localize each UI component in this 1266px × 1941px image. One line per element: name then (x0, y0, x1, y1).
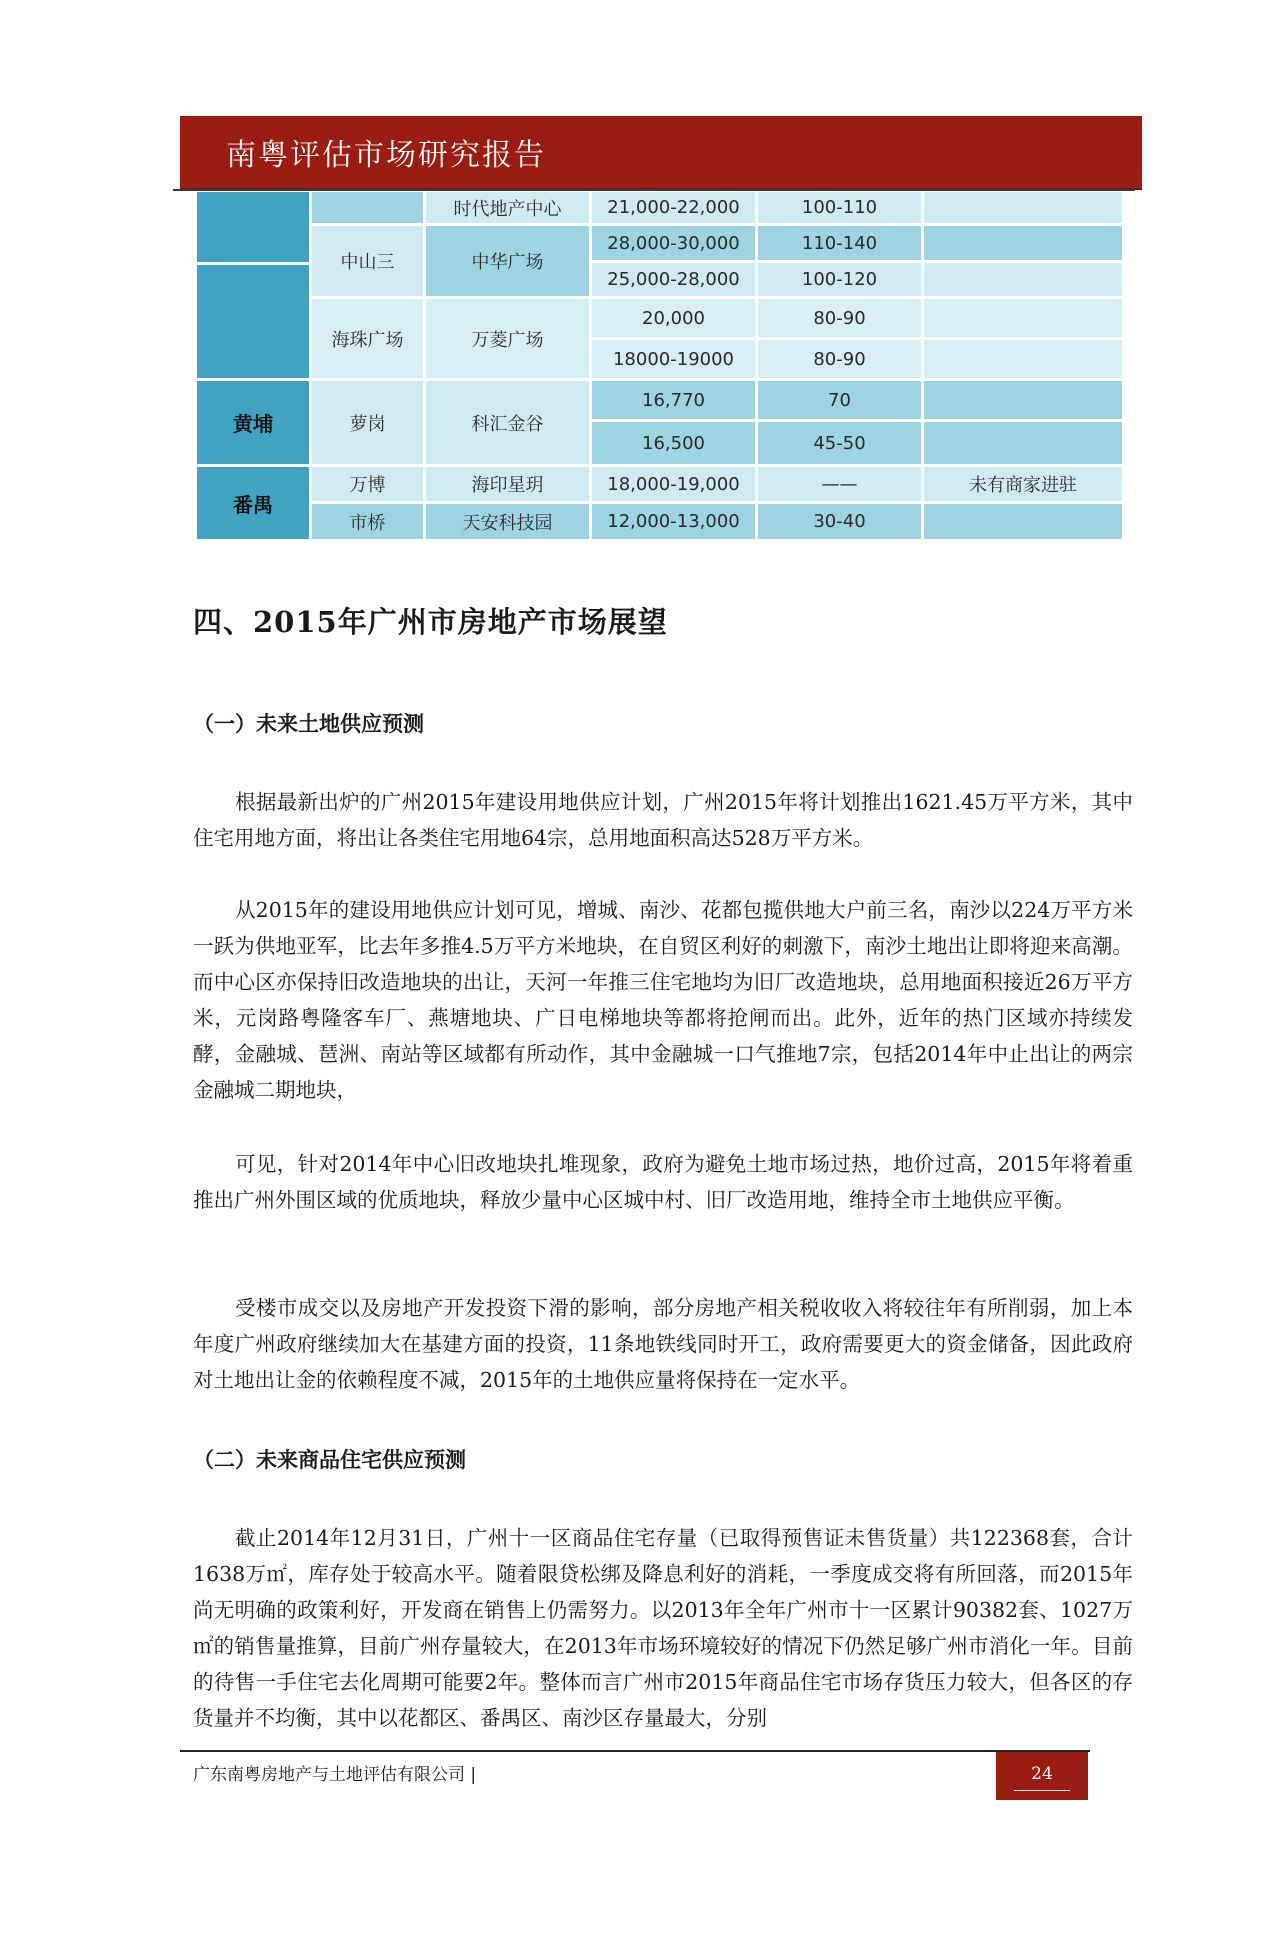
note-cell (924, 422, 1122, 464)
project-cell: 科汇金谷 (426, 381, 589, 464)
area-cell: 海珠广场 (312, 299, 423, 378)
note-cell (924, 192, 1122, 223)
page-number: 24 (1031, 1764, 1053, 1784)
district-cell (197, 192, 309, 262)
header-divider (173, 189, 1135, 191)
subsection-heading-land: （一）未来土地供应预测 (193, 711, 424, 736)
rent-cell: 30-40 (758, 504, 921, 539)
area-cell: 万博 (312, 467, 423, 501)
section-heading: 四、2015年广州市房地产市场展望 (193, 605, 668, 639)
area-cell: 中山三 (312, 226, 423, 296)
report-header-banner (180, 116, 1142, 190)
report-title: 南粤评估市场研究报告 (226, 138, 546, 173)
note-cell (924, 226, 1122, 260)
project-cell: 海印星玥 (426, 467, 589, 501)
project-cell: 天安科技园 (426, 504, 589, 539)
rent-cell: 100-110 (758, 192, 921, 223)
subsection-heading-housing: （二）未来商品住宅供应预测 (193, 1447, 466, 1472)
price-cell: 18,000-19,000 (592, 467, 755, 501)
paragraph: 从2015年的建设用地供应计划可见，增城、南沙、花都包揽供地大户前三名，南沙以224万平方米一跃为供地亚军，比去年多推4.5万平方米地块，在自贸区利好的刺激下，南沙土地出让即将迎来高潮。而中心区亦保持旧改造地块的出让，天河一年推三住宅地均为旧厂改造地块，总用地面积接近26万平方米，元岗路粤隆客车厂、燕塘地块、广日电梯地块等都将抢闸而出。此外，近年的热门区域亦持续发酵，金融城、琶洲、南站等区域都有所动作，其中金融城一口气推地7宗，包括2014年中止出让的两宗金融城二期地块， (193, 898, 1133, 1102)
rent-cell: 100-120 (758, 263, 921, 296)
price-cell: 12,000-13,000 (592, 504, 755, 539)
price-cell: 21,000-22,000 (592, 192, 755, 223)
rent-cell: 80-90 (758, 299, 921, 337)
rent-cell: 110-140 (758, 226, 921, 260)
note-cell (924, 504, 1122, 539)
district-cell-huangpu: 黄埔 (197, 381, 309, 464)
price-cell: 20,000 (592, 299, 755, 337)
rent-cell: 45-50 (758, 422, 921, 464)
project-cell: 时代地产中心 (426, 192, 589, 223)
page-number-underline (1014, 1790, 1070, 1791)
district-cell (197, 265, 309, 378)
paragraph: 可见，针对2014年中心旧改地块扎堆现象，政府为避免土地市场过热，地价过高，2015年将着重推出广州外围区域的优质地块，释放少量中心区城中村、旧厂改造用地，维持全市土地供应平衡。 (193, 1152, 1133, 1212)
note-cell (924, 263, 1122, 296)
project-cell: 中华广场 (426, 226, 589, 296)
price-cell: 28,000-30,000 (592, 226, 755, 260)
price-cell: 16,770 (592, 381, 755, 419)
paragraph: 根据最新出炉的广州2015年建设用地供应计划，广州2015年将计划推出1621.45万平方米，其中住宅用地方面，将出让各类住宅用地64宗，总用地面积高达528万平方米。 (193, 790, 1133, 850)
note-cell (924, 381, 1122, 419)
paragraph: 受楼市成交以及房地产开发投资下滑的影响，部分房地产相关税收收入将较往年有所削弱，加上本年度广州政府继续加大在基建方面的投资，11条地铁线同时开工，政府需要更大的资金储备，因此政府对土地出让金的依赖程度不减，2015年的土地供应量将保持在一定水平。 (193, 1296, 1133, 1392)
office-price-table (197, 192, 1122, 539)
page-number-box (996, 1752, 1088, 1800)
area-cell (312, 192, 423, 223)
paragraph: 截止2014年12月31日，广州十一区商品住宅存量（已取得预售证未售货量）共122368套，合计1638万㎡，库存处于较高水平。随着限贷松绑及降息利好的消耗，一季度成交将有所回落，而2015年尚无明确的政策利好，开发商在销售上仍需努力。以2013年全年广州市十一区累计90382套、1027万㎡的销售量推算，目前广州存量较大，在2013年市场环境较好的情况下仍然足够广州市消化一年。目前的待售一手住宅去化周期可能要2年。整体而言广州市2015年商品住宅市场存货压力较大，但各区的存货量并不均衡，其中以花都区、番禺区、南沙区存量最大，分别 (193, 1526, 1133, 1730)
area-cell: 市桥 (312, 504, 423, 539)
price-cell: 18000-19000 (592, 340, 755, 378)
rent-cell: —— (758, 467, 921, 501)
project-cell: 万菱广场 (426, 299, 589, 378)
district-cell-panyu: 番禺 (197, 467, 309, 539)
note-cell: 未有商家进驻 (924, 467, 1122, 501)
rent-cell: 70 (758, 381, 921, 419)
footer-divider (180, 1750, 1090, 1752)
note-cell (924, 340, 1122, 378)
area-cell: 萝岗 (312, 381, 423, 464)
footer-company: 广东南粤房地产与土地评估有限公司 | (193, 1765, 477, 1785)
price-cell: 16,500 (592, 422, 755, 464)
price-cell: 25,000-28,000 (592, 263, 755, 296)
rent-cell: 80-90 (758, 340, 921, 378)
note-cell (924, 299, 1122, 337)
